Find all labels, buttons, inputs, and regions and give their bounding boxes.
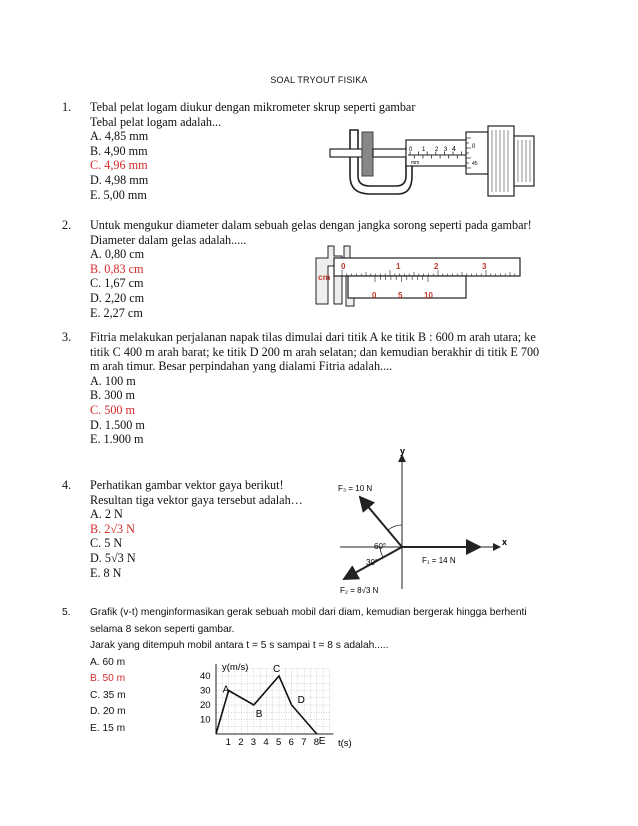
- caliper-unit: cm: [318, 272, 331, 282]
- answer-option: D. 5√3 N: [90, 550, 136, 565]
- x-tick-label: 3: [250, 737, 257, 748]
- x-axis-label: t(s): [338, 738, 352, 748]
- answer-option-correct: B. 50 m: [90, 673, 126, 684]
- x-tick-label: 7: [301, 737, 307, 748]
- question-4: [62, 478, 303, 580]
- answer-option: A. 0,80 cm: [90, 247, 145, 262]
- axis-y-label: y: [400, 446, 406, 456]
- answer-option-correct: C. 500 m: [90, 402, 136, 417]
- sleeve-tick-3: 3: [444, 147, 448, 153]
- x-tick-label: 6: [288, 737, 294, 748]
- f2-label: F₂ = 8√3 N: [340, 586, 379, 595]
- question-number: [62, 493, 90, 508]
- y-tick-label: 40: [200, 671, 211, 682]
- answer-option: B. 300 m: [90, 388, 136, 403]
- answer-option: D. 4,98 mm: [90, 172, 149, 187]
- question-line: [62, 345, 539, 360]
- angle-30-label: 30°: [366, 558, 379, 567]
- point-label-b: B: [255, 709, 263, 720]
- answer-option: E. 15 m: [90, 722, 126, 734]
- micrometer-unit: mm: [411, 160, 420, 166]
- question-text: Jarak yang ditempuh mobil antara t = 5 s sampai t = 8 s adalah.....: [90, 640, 389, 651]
- question-line: [62, 638, 527, 655]
- x-tick-label: 1: [225, 737, 231, 748]
- answer-option: A. 60 m: [90, 656, 126, 668]
- y-tick-label: 30: [200, 685, 211, 697]
- answer-option: D. 2,20 cm: [90, 290, 145, 305]
- thimble-tick-0: 0: [472, 144, 476, 150]
- answer-option: E. 2,27 cm: [90, 305, 143, 320]
- answer-option: C. 35 m: [90, 689, 126, 701]
- question-line: [62, 622, 527, 639]
- x-tick-label: 2: [238, 737, 244, 748]
- question-number: 4.: [62, 478, 72, 492]
- x-tick-label: 5: [276, 737, 282, 748]
- point-label-e: E: [318, 736, 326, 747]
- answer-option: E. 1.900 m: [90, 432, 144, 447]
- question-text: Grafik (v-t) menginformasikan gerak sebuah mobil dari diam, kemudian bergerak hingga berhenti: [90, 607, 527, 618]
- question-text: Diameter dalam gelas adalah.....: [90, 232, 247, 247]
- question-line: [62, 330, 539, 345]
- answer-option: A. 2 N: [90, 507, 123, 522]
- answer-option: D. 1.500 m: [90, 417, 145, 432]
- question-number: 3.: [62, 330, 72, 344]
- point-label-c: C: [273, 664, 281, 675]
- f3-label: F₃ = 10 N: [338, 484, 373, 493]
- question-text: Fitria melakukan perjalanan napak tilas dimulai dari titik A ke titik B : 600 m arah utara; ke: [90, 330, 536, 344]
- angle-60-label: 60°: [374, 542, 387, 551]
- question-number: [62, 622, 90, 639]
- question-number: 5.: [62, 607, 71, 618]
- sleeve-tick-2: 2: [435, 147, 439, 153]
- question-text: Tebal pelat logam adalah...: [90, 114, 222, 129]
- question-line: [62, 100, 415, 115]
- sleeve-tick-4: 4: [452, 146, 456, 153]
- question-text: Resultan tiga vektor gaya tersebut adalah…: [90, 492, 303, 507]
- question-number: [62, 345, 90, 360]
- question-number: [62, 115, 90, 130]
- vt-chart: [196, 660, 366, 748]
- answer-option: C. 5 N: [90, 536, 123, 551]
- question-line: [62, 359, 539, 374]
- main-tick-1: 1: [396, 262, 401, 271]
- vernier-tick-0: 0: [372, 291, 377, 300]
- f1-label: F₁ = 14 N: [422, 556, 456, 565]
- sleeve-tick-1: 1: [422, 147, 426, 153]
- caliper-figure: [312, 244, 524, 308]
- question-line: [62, 218, 532, 233]
- question-number: 1.: [62, 100, 72, 114]
- vernier-tick-10: 10: [424, 291, 433, 300]
- point-label-d: D: [297, 695, 305, 706]
- question-text: m arah timur. Besar perpindahan yang dialami Fitria adalah....: [90, 359, 393, 374]
- question-text: Untuk mengukur diameter dalam sebuah gelas dengan jangka sorong seperti pada gambar!: [90, 218, 532, 232]
- question-text: Tebal pelat logam diukur dengan mikrometer skrup seperti gambar: [90, 100, 416, 114]
- page-title: SOAL TRYOUT FISIKA: [270, 75, 368, 85]
- answer-option-correct: B. 0,83 cm: [90, 261, 144, 276]
- main-tick-0: 0: [341, 262, 346, 271]
- vernier-tick-5: 5: [398, 291, 403, 300]
- answer-option: A. 4,85 mm: [90, 129, 149, 144]
- question-text: titik C 400 m arah barat; ke titik D 200 m arah selatan; dan kemudian berakhir di titik E 700: [90, 344, 540, 359]
- answer-option: A. 100 m: [90, 373, 136, 388]
- y-tick-label: 20: [200, 700, 211, 711]
- question-line: [62, 493, 303, 508]
- y-axis-label: y(m/s): [222, 662, 249, 673]
- thimble-tick-45: 45: [472, 161, 478, 167]
- answer-option: D. 20 m: [90, 706, 126, 717]
- x-tick-label: 8: [313, 737, 320, 748]
- main-tick-3: 3: [482, 262, 487, 271]
- vector-figure: [330, 445, 520, 595]
- answer-option-correct: C. 4,96 mm: [90, 158, 148, 173]
- answer-option: E. 8 N: [90, 565, 122, 580]
- sleeve-tick-0: 0: [409, 147, 413, 153]
- question-number: [62, 638, 90, 655]
- question-number: 2.: [62, 218, 72, 232]
- question-line: [62, 605, 527, 622]
- question-line: [62, 478, 303, 493]
- question-3: [62, 330, 539, 447]
- point-label-a: A: [222, 684, 230, 696]
- micrometer-figure: [326, 118, 536, 200]
- answer-option: C. 1,67 cm: [90, 276, 144, 291]
- question-number: [62, 359, 90, 374]
- x-tick-label: 4: [263, 737, 269, 748]
- question-number: [62, 233, 90, 248]
- answer-option-correct: B. 2√3 N: [90, 521, 135, 536]
- main-tick-2: 2: [434, 262, 439, 271]
- y-tick-label: 10: [200, 714, 211, 726]
- axis-x-label: x: [502, 537, 508, 547]
- answer-option: E. 5,00 mm: [90, 187, 147, 202]
- answer-option: B. 4,90 mm: [90, 143, 148, 158]
- question-text: selama 8 sekon seperti gambar.: [90, 623, 235, 635]
- question-text: Perhatikan gambar vektor gaya berikut!: [90, 478, 284, 492]
